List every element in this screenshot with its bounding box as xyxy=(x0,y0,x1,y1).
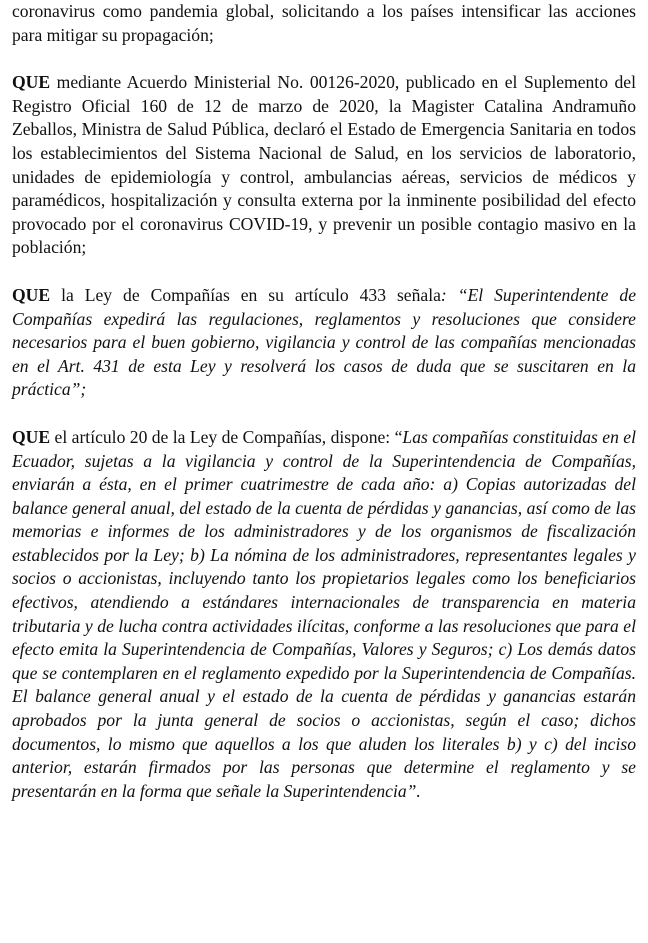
paragraph-lead-text: la Ley de Compañías en su artículo 433 señala xyxy=(50,284,441,305)
paragraph-lead-text: el artículo 20 de la Ley de Compañías, dispone: “ xyxy=(50,426,403,447)
que-keyword: QUE xyxy=(12,72,51,93)
que-paragraph-articulo-20 xyxy=(12,426,636,804)
que-keyword: QUE xyxy=(12,426,51,447)
intro-paragraph xyxy=(12,0,636,47)
paragraph-spacer xyxy=(12,402,636,426)
paragraph-spacer xyxy=(12,260,636,284)
intro-text: coronavirus como pandemia global, solicitando a los países intensificar las acciones para mitigar su propagación; xyxy=(12,1,636,45)
paragraph-text: mediante Acuerdo Ministerial No. 00126-2020, publicado en el Suplemento del Registro Oficial 160 de 12 de marzo de 2020, la Magister Catalina Andramuño Zeballos, Ministra de Salud Pública, declaró el Estado de Emergencia Sanitaria en todos los establecimientos del Sistema Nacional de Salud, en los servicios de laboratorio, unidades de epidemiología y control, ambulancias aéreas, servicios de médicos y paramédicos, hospitalización y consulta externa por la inminente posibilidad del efecto provocado por el coronavirus COVID-19, y prevenir un posible contagio masivo en la población; xyxy=(12,72,636,258)
quoted-law-text: : “El Superintendente de Compañías expedirá las regulaciones, reglamentos y resoluciones que considere necesarios para el buen gobierno, vigilancia y control de las compañías mencionadas en el Art. 431 de esta Ley y resolverá los casos de duda que se suscitaren en la práctica”; xyxy=(12,284,637,400)
que-keyword: QUE xyxy=(12,284,51,305)
que-paragraph-acuerdo-ministerial xyxy=(12,71,636,260)
quoted-law-text: Las compañías constituidas en el Ecuador, sujetas a la vigilancia y control de la Superintendencia de Compañías, enviarán a ésta, en el primer cuatrimestre de cada año: a) Copias autorizadas del balance general anual, del estado de la cuenta de pérdidas y ganancias, así como de las memorias e informes de los administradores y de los organismos de fiscalización establecidos por la Ley; b) La nómina de los administradores, representantes legales y socios o accionistas, incluyendo tanto los propietarios legales como los beneficiarios efectivos, atendiendo a estándares internacionales de transparencia en materia tributaria y de lucha contra actividades ilícitas, conforme a las resoluciones que para el efecto emita la Superintendencia de Compañías, Valores y Seguros; c) Los demás datos que se contemplaren en el reglamento expedido por la Superintendencia de Compañías. El balance general anual y el estado de la cuenta de pérdidas y ganancias estarán aprobados por la junta general de socios o accionistas, según el caso; dichos documentos, lo mismo que aquellos a los que aluden los literales b) y c) del inciso anterior, estarán firmados por las personas que determine el reglamento y se presentarán en la forma que señale la Superintendencia”. xyxy=(12,426,637,801)
paragraph-spacer xyxy=(12,47,636,71)
document-page xyxy=(12,0,636,803)
que-paragraph-articulo-433 xyxy=(12,284,636,402)
